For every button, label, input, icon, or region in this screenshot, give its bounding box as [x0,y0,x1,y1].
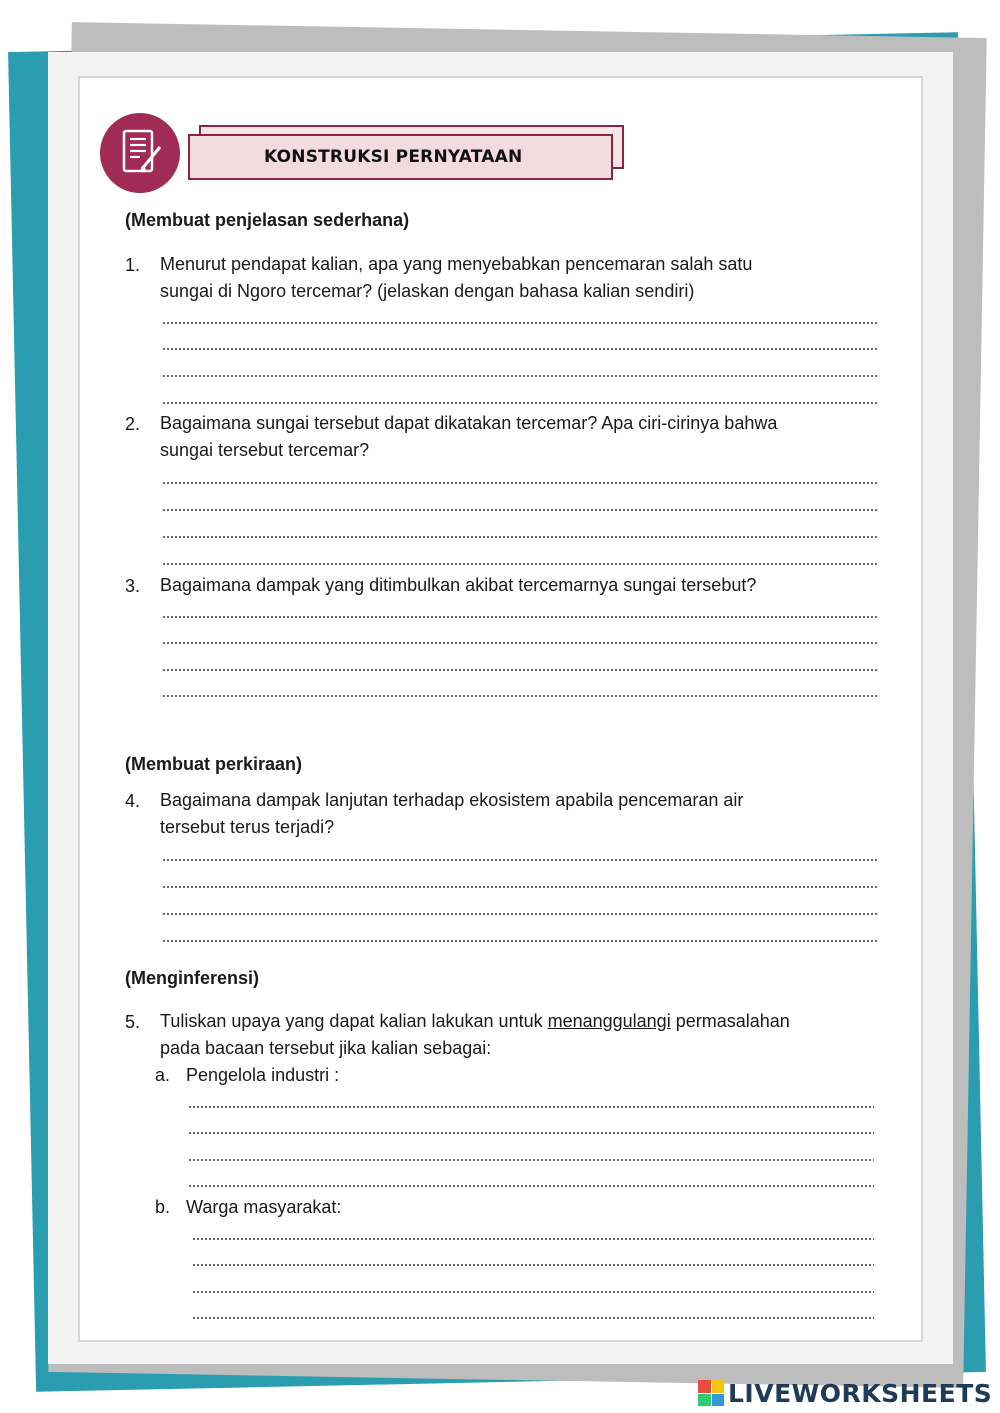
question-number: 2. [125,414,141,434]
question-line: sungai di Ngoro tercemar? (jelaskan dengan bahasa kalian sendiri) [160,281,695,301]
question-line: tersebut terus terjadi? [160,817,335,837]
page-title: KONSTRUKSI PERNYATAAN [264,147,523,167]
answer-line[interactable] [162,348,878,350]
question-text-part: permasalahan [670,1011,790,1031]
answer-line[interactable] [162,509,878,511]
answer-line[interactable] [162,940,878,942]
sub-item-label: b. [155,1197,171,1217]
question-line: Menurut pendapat kalian, apa yang menyebabkan pencemaran salah satu [160,254,753,274]
answer-line[interactable] [188,1106,874,1108]
question-number: 4. [125,791,141,811]
sub-item-label: a. [155,1065,171,1085]
answer-line[interactable] [192,1238,874,1240]
section-heading-simple-explanation: (Membuat penjelasan sederhana) [125,210,410,230]
answer-line[interactable] [192,1264,874,1266]
liveworksheets-logo [698,1378,992,1408]
sub-item-text: Pengelola industri : [186,1065,340,1085]
question-line: sungai tersebut tercemar? [160,440,370,460]
answer-line[interactable] [162,859,878,861]
answer-line[interactable] [162,375,878,377]
question-line: Bagaimana dampak yang ditimbulkan akibat tercemarnya sungai tersebut? [160,575,757,595]
question-number: 5. [125,1012,141,1032]
question-text [160,1008,880,1062]
title-banner [188,134,613,180]
question-text [160,787,880,841]
answer-line[interactable] [192,1291,874,1293]
section-heading-estimation: (Membuat perkiraan) [125,754,303,774]
answer-line[interactable] [188,1185,874,1187]
answer-line[interactable] [162,322,878,324]
answer-line[interactable] [188,1132,874,1134]
answer-line[interactable] [162,913,878,915]
logo-text: LIVEWORKSHEETS [728,1378,993,1408]
answer-line[interactable] [162,563,878,565]
question-line: Bagaimana sungai tersebut dapat dikatakan tercemar? Apa ciri-cirinya bahwa [160,413,778,433]
answer-line[interactable] [162,695,878,697]
question-number: 3. [125,576,141,596]
answer-line[interactable] [162,616,878,618]
question-line: Bagaimana dampak lanjutan terhadap ekosistem apabila pencemaran air [160,790,744,810]
document-pen-icon [100,113,180,193]
underlined-keyword: menanggulangi [547,1011,671,1031]
answer-line[interactable] [162,642,878,644]
question-text-part: Tuliskan upaya yang dapat kalian lakukan untuk [160,1011,548,1031]
answer-line[interactable] [162,536,878,538]
answer-line[interactable] [162,482,878,484]
answer-line[interactable] [188,1159,874,1161]
answer-line[interactable] [162,886,878,888]
question-text [160,572,880,599]
answer-line[interactable] [192,1317,874,1319]
question-text [160,251,880,305]
question-line [160,1008,880,1035]
sub-item-text: Warga masyarakat: [186,1197,342,1217]
question-line: pada bacaan tersebut jika kalian sebagai: [160,1038,492,1058]
logo-grid-icon [698,1380,724,1406]
answer-line[interactable] [162,402,878,404]
question-number: 1. [125,255,141,275]
section-heading-inference: (Menginferensi) [125,968,260,988]
answer-line[interactable] [162,669,878,671]
question-text [160,410,880,464]
